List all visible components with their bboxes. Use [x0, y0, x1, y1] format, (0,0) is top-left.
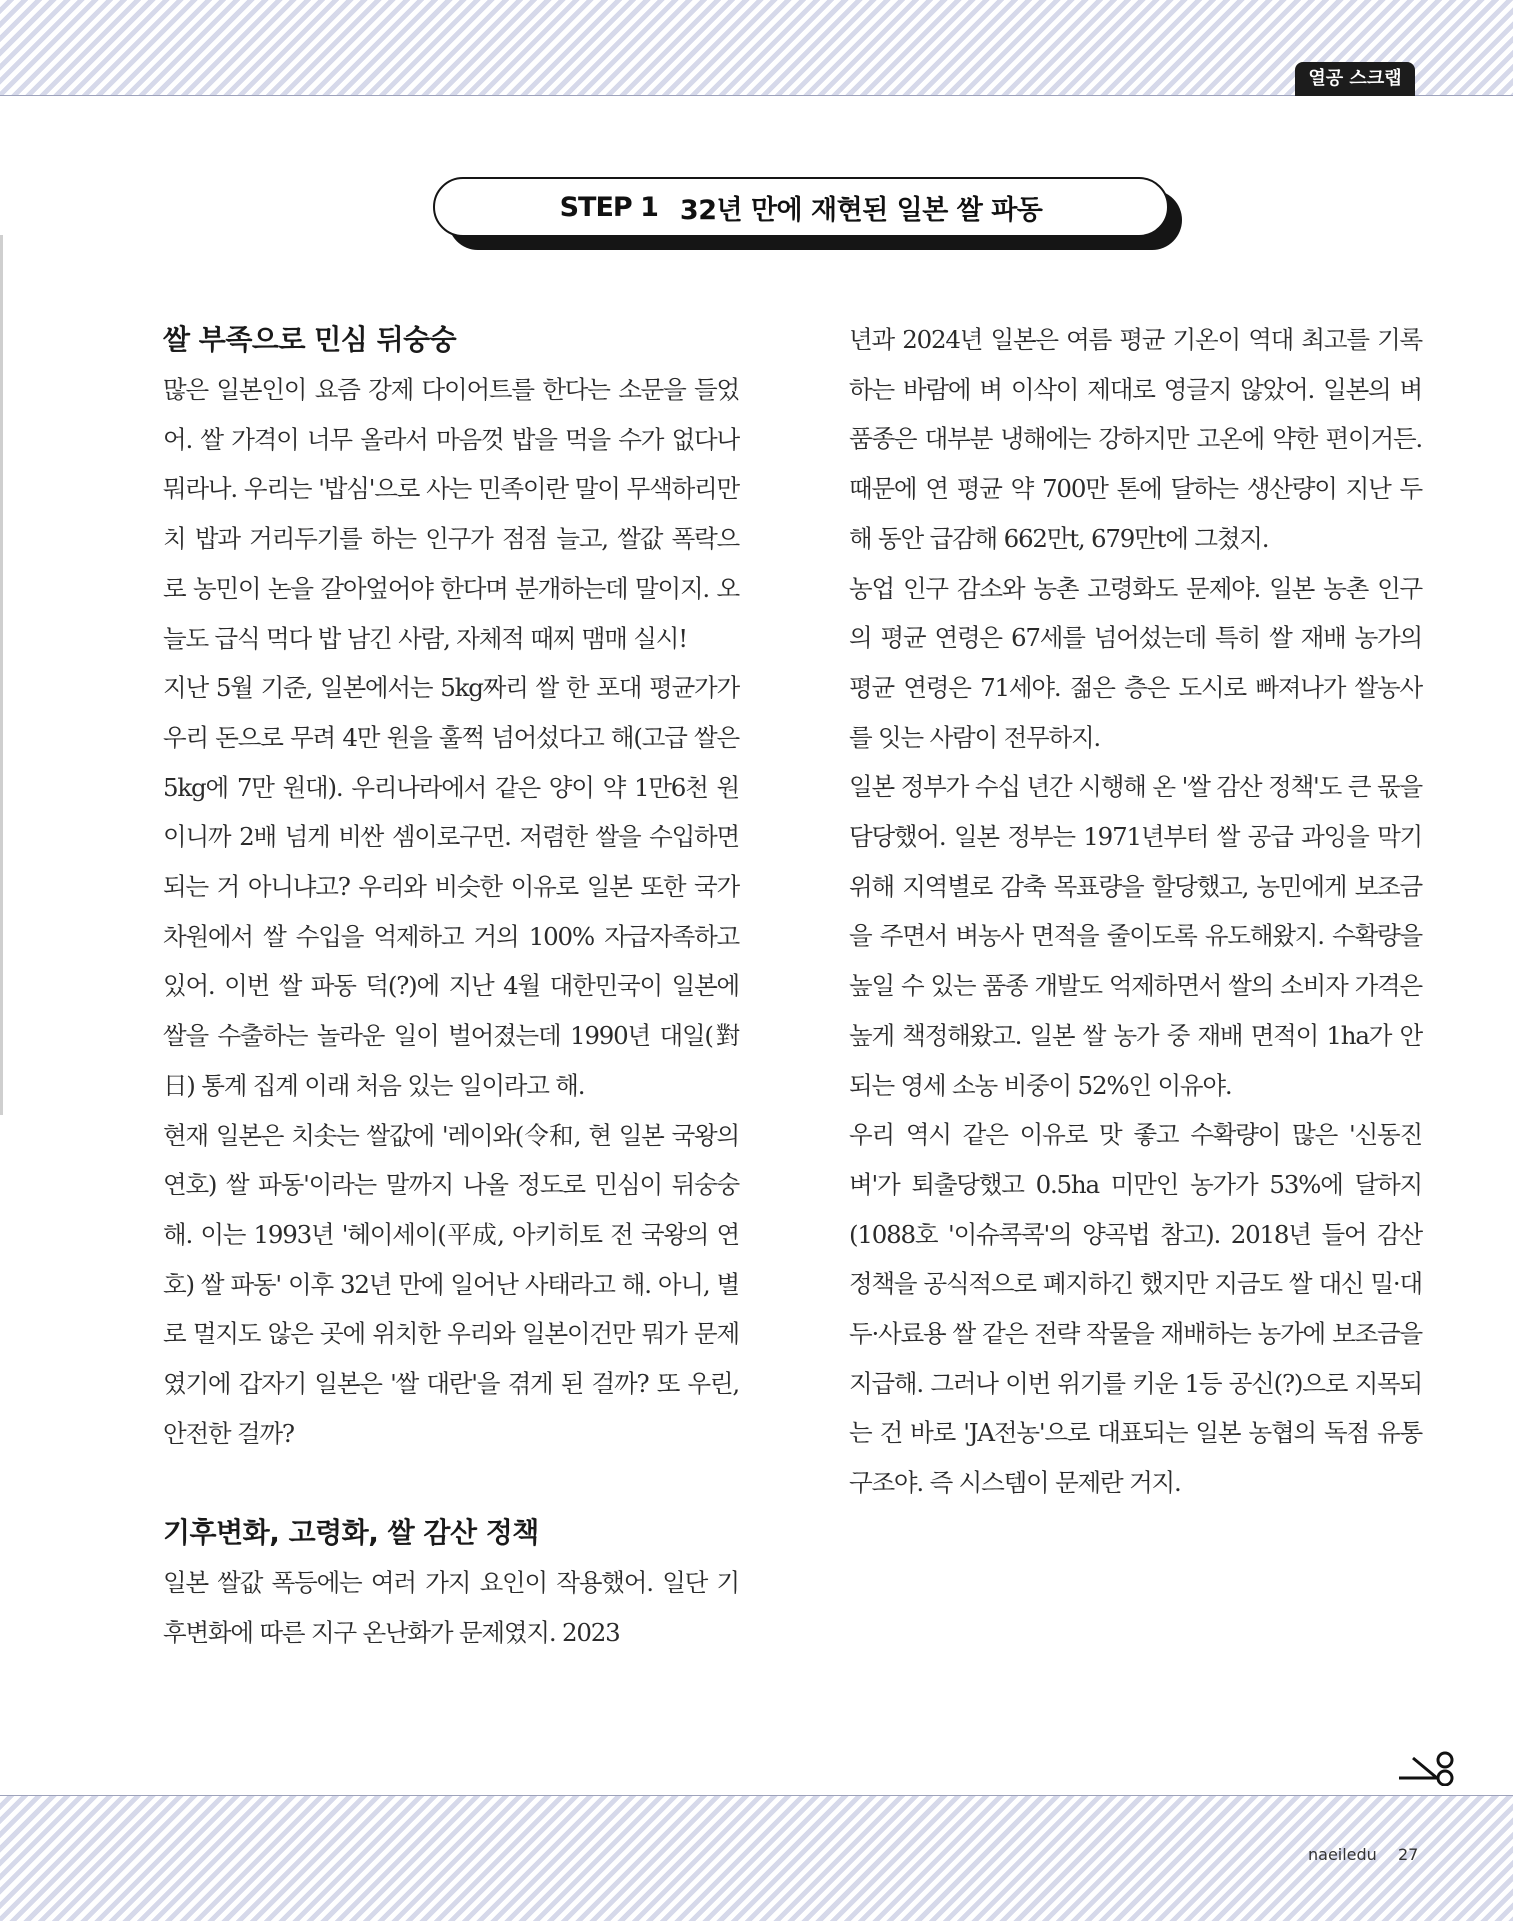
left-margin-line: [0, 235, 3, 1115]
section-spacer: [163, 1458, 739, 1508]
body-paragraph: 농업 인구 감소와 농촌 고령화도 문제야. 일본 농촌 인구의 평균 연령은 67세를 넘어섰는데 특히 쌀 재배 농가의 평균 연령은 71세야. 젊은 층은 도시로 빠져나가 쌀농사를 잇는 사람이 전무하지.: [849, 573, 1422, 752]
body-paragraph: 현재 일본은 치솟는 쌀값에 '레이와(令和, 현 일본 국왕의 연호) 쌀 파동'이라는 말까지 나올 정도로 민심이 뒤숭숭해. 이는 1993년 '헤이세이(平成, 아키히토 전 국왕의 연호) 쌀 파동' 이후 32년 만에 일어난 사태라고 해. 아니, 별로 멀지도 않은 곳에 위치한 우리와 일본이건만 뭐가 문제였기에 갑자기 일본은 '쌀 대란'을 겪게 된 걸까? 또 우린, 안전한 걸까?: [163, 1120, 739, 1448]
article-column-right: [849, 315, 1422, 1508]
footer-site-name: naeiledu: [1308, 1845, 1377, 1864]
section-heading: 기후변화, 고령화, 쌀 감산 정책: [163, 1516, 539, 1550]
step-banner: [433, 177, 1169, 237]
body-paragraph: 일본 쌀값 폭등에는 여러 가지 요인이 작용했어. 일단 기후변화에 따른 지구 온난화가 문제였지. 2023: [163, 1568, 739, 1648]
section-tab-label: 열공 스크랩: [1295, 62, 1415, 96]
footer-page-number: 27: [1398, 1845, 1419, 1864]
body-paragraph: 년과 2024년 일본은 여름 평균 기온이 역대 최고를 기록하는 바람에 벼 이삭이 제대로 영글지 않았어. 일본의 벼 품종은 대부분 냉해에는 강하지만 고온에 약한 편이거든. 때문에 연 평균 약 700만 톤에 달하는 생산량이 지난 두 해 동안 급감해 662만t, 679만t에 그쳤지.: [849, 325, 1422, 553]
step-title: 32년 만에 재현된 일본 쌀 파동: [679, 194, 1043, 226]
top-stripe-band: [0, 0, 1513, 96]
step-tag: STEP 1: [559, 191, 658, 223]
bottom-stripe-band: [0, 1795, 1513, 1921]
section-heading: 쌀 부족으로 민심 뒤숭숭: [163, 323, 457, 356]
article-column-left: [163, 315, 739, 1658]
body-paragraph: 우리 역시 같은 이유로 맛 좋고 수확량이 많은 '신동진 벼'가 퇴출당했고 0.5ha 미만인 농가가 53%에 달하지(1088호 '이슈콕콕'의 양곡법 참고). 2018년 들어 감산 정책을 공식적으로 폐지하긴 했지만 지금도 쌀 대신 밀·대두·사료용 쌀 같은 전략 작물을 재배하는 농가에 보조금을 지급해. 그러나 이번 위기를 키운 1등 공신(?)으로 지목되는 건 바로 'JA전농'으로 대표되는 일본 농협의 독점 유통 구조야. 즉 시스템이 문제란 거지.: [849, 1120, 1422, 1498]
body-paragraph: 지난 5월 기준, 일본에서는 5kg짜리 쌀 한 포대 평균가가 우리 돈으로 무려 4만 원을 훌쩍 넘어섰다고 해(고급 쌀은 5kg에 7만 원대). 우리나라에서 같은 양이 약 1만6천 원이니까 2배 넘게 비싼 셈이로구먼. 저렴한 쌀을 수입하면 되는 거 아니냐고? 우리와 비슷한 이유로 일본 또한 국가 차원에서 쌀 수입을 억제하고 거의 100% 자급자족하고 있어. 이번 쌀 파동 덕(?)에 지난 4월 대한민국이 일본에 쌀을 수출하는 놀라운 일이 벌어졌는데 1990년 대일(對日) 통계 집계 이래 처음 있는 일이라고 해.: [163, 673, 739, 1100]
body-paragraph: 일본 정부가 수십 년간 시행해 온 '쌀 감산 정책'도 큰 몫을 담당했어. 일본 정부는 1971년부터 쌀 공급 과잉을 막기 위해 지역별로 감축 목표량을 할당했고, 농민에게 보조금을 주면서 벼농사 면적을 줄이도록 유도해왔지. 수확량을 높일 수 있는 품종 개발도 억제하면서 쌀의 소비자 가격은 높게 책정해왔고. 일본 쌀 농가 중 재배 면적이 1ha가 안 되는 영세 소농 비중이 52%인 이유야.: [849, 772, 1422, 1100]
scissors-icon: [1399, 1750, 1461, 1790]
body-paragraph: 많은 일본인이 요즘 강제 다이어트를 한다는 소문을 들었어. 쌀 가격이 너무 올라서 마음껏 밥을 먹을 수가 없다나 뭐라나. 우리는 '밥심'으로 사는 민족이란 말이 무색하리만치 밥과 거리두기를 하는 인구가 점점 늘고, 쌀값 폭락으로 농민이 논을 갈아엎어야 한다며 분개하는데 말이지. 오늘도 급식 먹다 밥 남긴 사람, 자체적 때찌 맴매 실시!: [163, 375, 739, 653]
